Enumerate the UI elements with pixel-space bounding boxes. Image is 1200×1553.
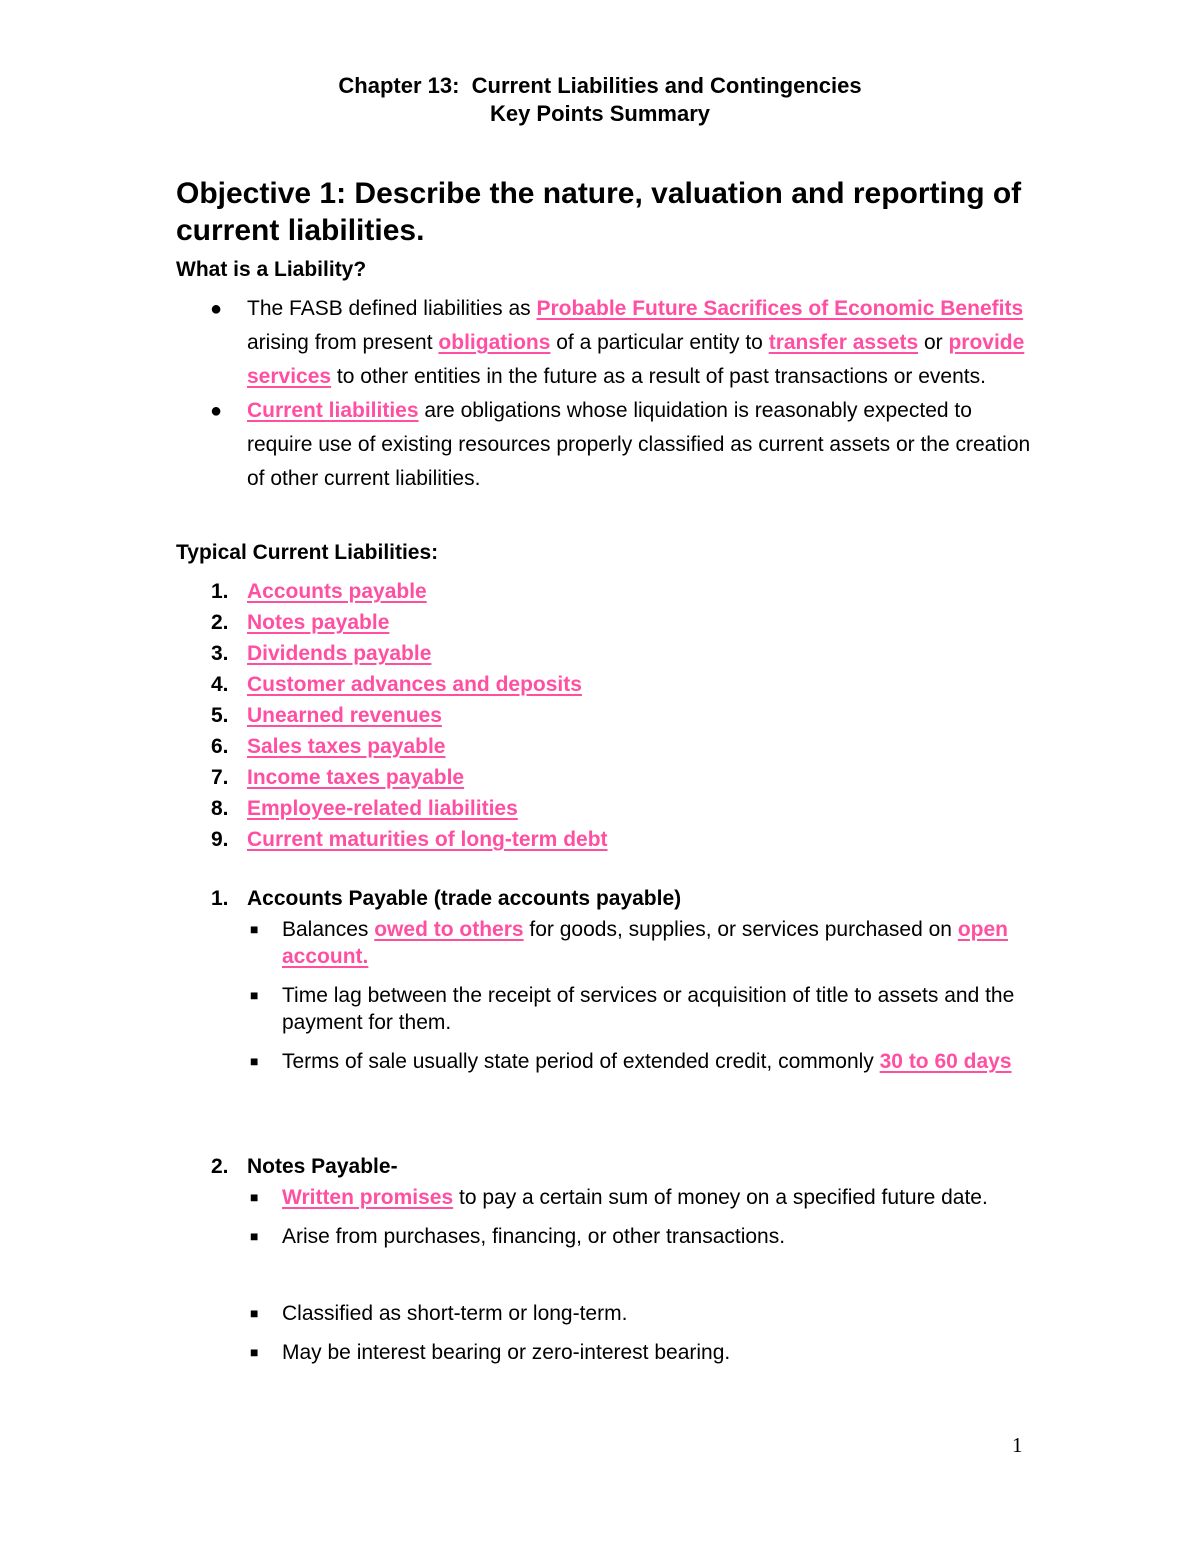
square-bullet-icon: ■	[250, 1053, 259, 1069]
list-item: 6. Sales taxes payable	[211, 735, 446, 758]
list-item: ■ Terms of sale usually state period of extended credit, commonly 30 to 60 days	[250, 1050, 1012, 1073]
square-bullet-icon: ■	[250, 1305, 259, 1321]
bullet-icon: ●	[210, 298, 223, 320]
objective-heading: Objective 1: Describe the nature, valuation and reporting of current liabilities.	[176, 177, 1022, 247]
highlight-term: Current liabilities	[247, 399, 419, 422]
notes-payable-section	[176, 1152, 1036, 1366]
square-bullet-icon: ■	[250, 921, 259, 937]
list-item: ■ Balances owed to others for goods, supplies, or services purchased on open account.	[250, 918, 1008, 968]
list-item: 7. Income taxes payable	[211, 766, 465, 789]
page-number: 1	[1012, 1433, 1023, 1457]
list-item: ■ Arise from purchases, financing, or other transactions.	[250, 1225, 786, 1248]
list-item: ■ Time lag between the receipt of services or acquisition of title to assets and the payment for them.	[250, 984, 1015, 1034]
square-bullet-icon: ■	[250, 987, 259, 1003]
list-item: 4. Customer advances and deposits	[211, 673, 582, 696]
chapter-subtitle: Key Points Summary	[489, 101, 711, 126]
highlight-term: Probable Future Sacrifices of Economic Benefits	[536, 297, 1024, 320]
what-is-liability-heading: What is a Liability?	[176, 258, 367, 281]
typical-liabilities-heading: Typical Current Liabilities:	[176, 541, 439, 564]
list-item: 5. Unearned revenues	[211, 704, 442, 727]
highlight-term: obligations	[438, 331, 551, 354]
list-item: 3. Dividends payable	[211, 642, 432, 665]
square-bullet-icon: ■	[250, 1344, 259, 1360]
list-item: ● Current liabilities are obligations whose liquidation is reasonably expected to require use of existing resources properly classified as current assets or the creation of other current liabilities.	[176, 394, 1036, 496]
section-heading: 2. Notes Payable-	[211, 1155, 398, 1178]
section-heading: 1. Accounts Payable (trade accounts payable)	[211, 887, 682, 910]
list-item: 2. Notes payable	[211, 611, 390, 634]
list-item: ■ May be interest bearing or zero-interest bearing.	[250, 1341, 731, 1364]
square-bullet-icon: ■	[250, 1228, 259, 1244]
list-item: ■ Classified as short-term or long-term.	[250, 1302, 628, 1325]
list-item: 8. Employee-related liabilities	[211, 797, 518, 820]
accounts-payable-section	[176, 884, 1036, 1075]
liability-definition-list	[176, 292, 1036, 496]
document-header	[0, 72, 1200, 128]
list-item: ■ Written promises to pay a certain sum of money on a specified future date.	[250, 1186, 988, 1209]
list-item: ● The FASB defined liabilities as Probable Future Sacrifices of Economic Benefits arising from present obligations of a particular entity to transfer assets or provide services to other entities in the future as a result of past transactions or events.	[176, 292, 1036, 394]
bullet-icon: ●	[210, 400, 223, 422]
highlight-term: transfer assets	[768, 331, 919, 354]
list-item: 1. Accounts payable	[211, 580, 427, 603]
chapter-title: Chapter 13: Current Liabilities and Contingencies	[338, 73, 862, 98]
list-item: 9. Current maturities of long-term debt	[211, 828, 608, 851]
square-bullet-icon: ■	[250, 1189, 259, 1205]
typical-liabilities-list	[176, 576, 608, 855]
highlight-term: provide services	[247, 331, 1025, 388]
